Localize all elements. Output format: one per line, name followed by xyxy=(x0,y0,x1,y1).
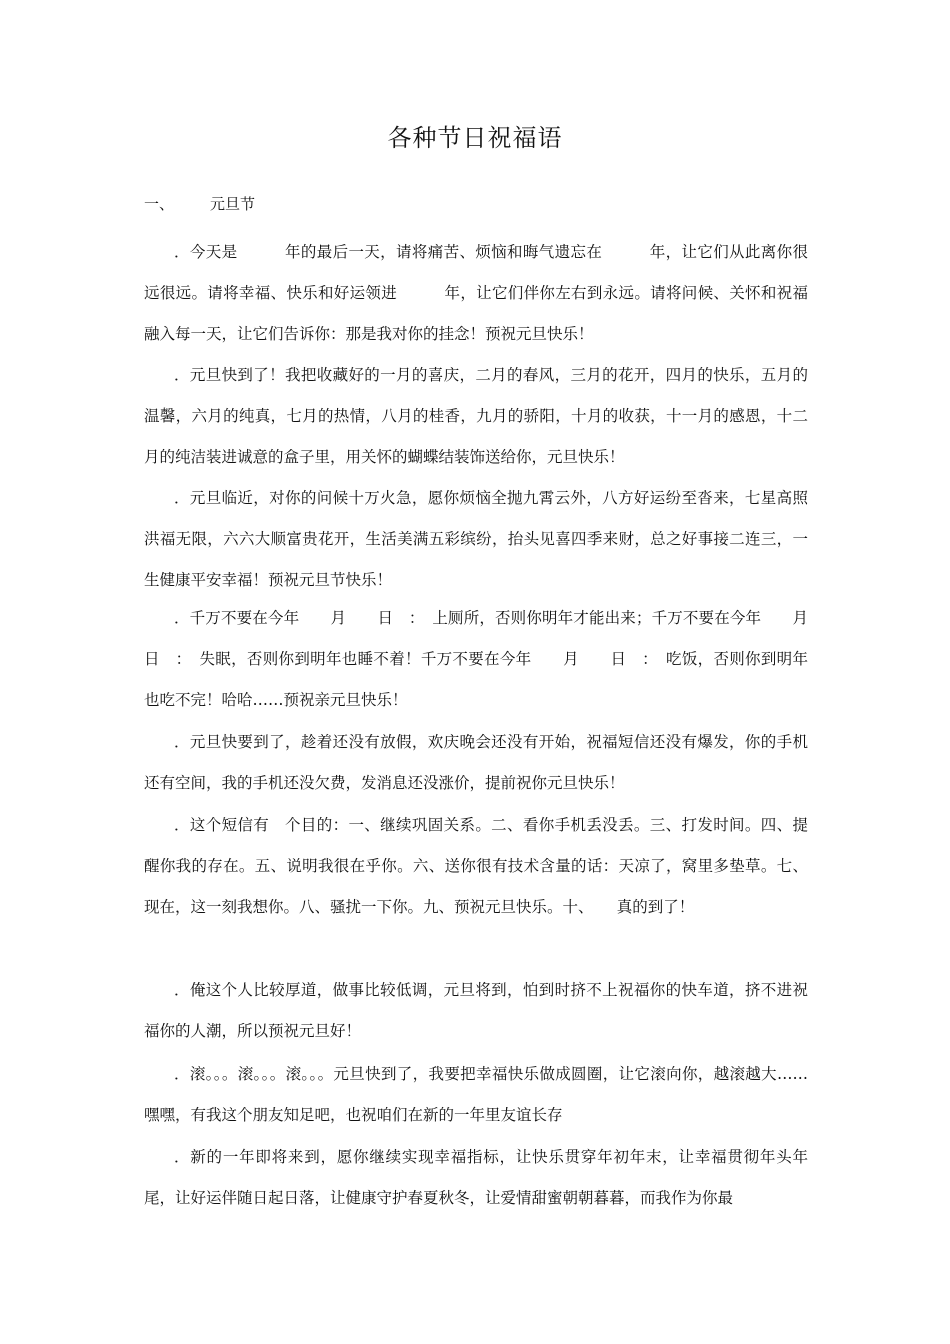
paragraph-9: ．新的一年即将来到，愿你继续实现幸福指标，让快乐贯穿年初年末，让幸福贯彻年头年尾，让好运伴随日起日落，让健康守护春夏秋冬，让爱情甜蜜朝朝暮暮，而我作为你最 xyxy=(144,1148,808,1207)
paragraph-5: ．元旦快要到了，趁着还没有放假，欢庆晚会还没有开始，祝福短信还没有爆发，你的手机还有空间，我的手机还没欠费，发消息还没涨价，提前祝你元旦快乐！ xyxy=(144,733,808,792)
paragraph-8: ．滚。。。滚。。。滚。。。元旦快到了，我要把幸福快乐做成圆圈，让它滚向你，越滚越大……嘿嘿，有我这个朋友知足吧，也祝咱们在新的一年里友谊长存 xyxy=(144,1065,808,1124)
paragraph-7: ．俺这个人比较厚道，做事比较低调，元旦将到，怕到时挤不上祝福你的快车道，挤不进祝福你的人潮，所以预祝元旦好！ xyxy=(144,981,808,1040)
paragraph-6: ．这个短信有 个目的：一、继续巩固关系。二、看你手机丢没丢。三、打发时间。四、提醒你我的存在。五、说明我很在乎你。六、送你很有技术含量的话：天凉了，窝里多垫草。七、现在，这一刻我想你。八、骚扰一下你。九、预祝元旦快乐。十、 真的到了！ xyxy=(144,816,808,916)
paragraph-3: ．元旦临近，对你的问候十万火急，愿你烦恼全抛九霄云外，八方好运纷至沓来，七星高照洪福无限，六六大顺富贵花开，生活美满五彩缤纷，抬头见喜四季来财，总之好事接二连三，一生健康平安幸福！预祝元旦节快乐！ xyxy=(144,489,808,589)
paragraph-1: ．今天是 年的最后一天，请将痛苦、烦恼和晦气遗忘在 年，让它们从此离你很远很远。请将幸福、快乐和好运领进 年，让它们伴你左右到永远。请将问候、关怀和祝福融入每一天，让它们告诉你：那是我对你的挂念！预祝元旦快乐！ xyxy=(144,243,808,343)
paragraph-2: ．元旦快到了！我把收藏好的一月的喜庆，二月的春风，三月的花开，四月的快乐，五月的温馨，六月的纯真，七月的热情，八月的桂香，九月的骄阳，十月的收获，十一月的感恩，十二月的纯洁装进诚意的盒子里，用关怀的蝴蝶结装饰送给你，元旦快乐！ xyxy=(144,366,808,466)
paragraph-4: ．千万不要在今年 月 日 ： 上厕所，否则你明年才能出来；千万不要在今年 月 日 ： 失眠，否则你到明年也睡不着！千万不要在今年 月 日 ： 吃饭，否则你到明年也吃不完！哈哈……预祝亲元旦快乐！ xyxy=(144,609,840,709)
section-name: 元旦节 xyxy=(210,195,256,213)
section-number: 一、 xyxy=(144,195,175,213)
page-title: 各种节日祝福语 xyxy=(387,124,563,152)
section-heading xyxy=(144,193,255,214)
